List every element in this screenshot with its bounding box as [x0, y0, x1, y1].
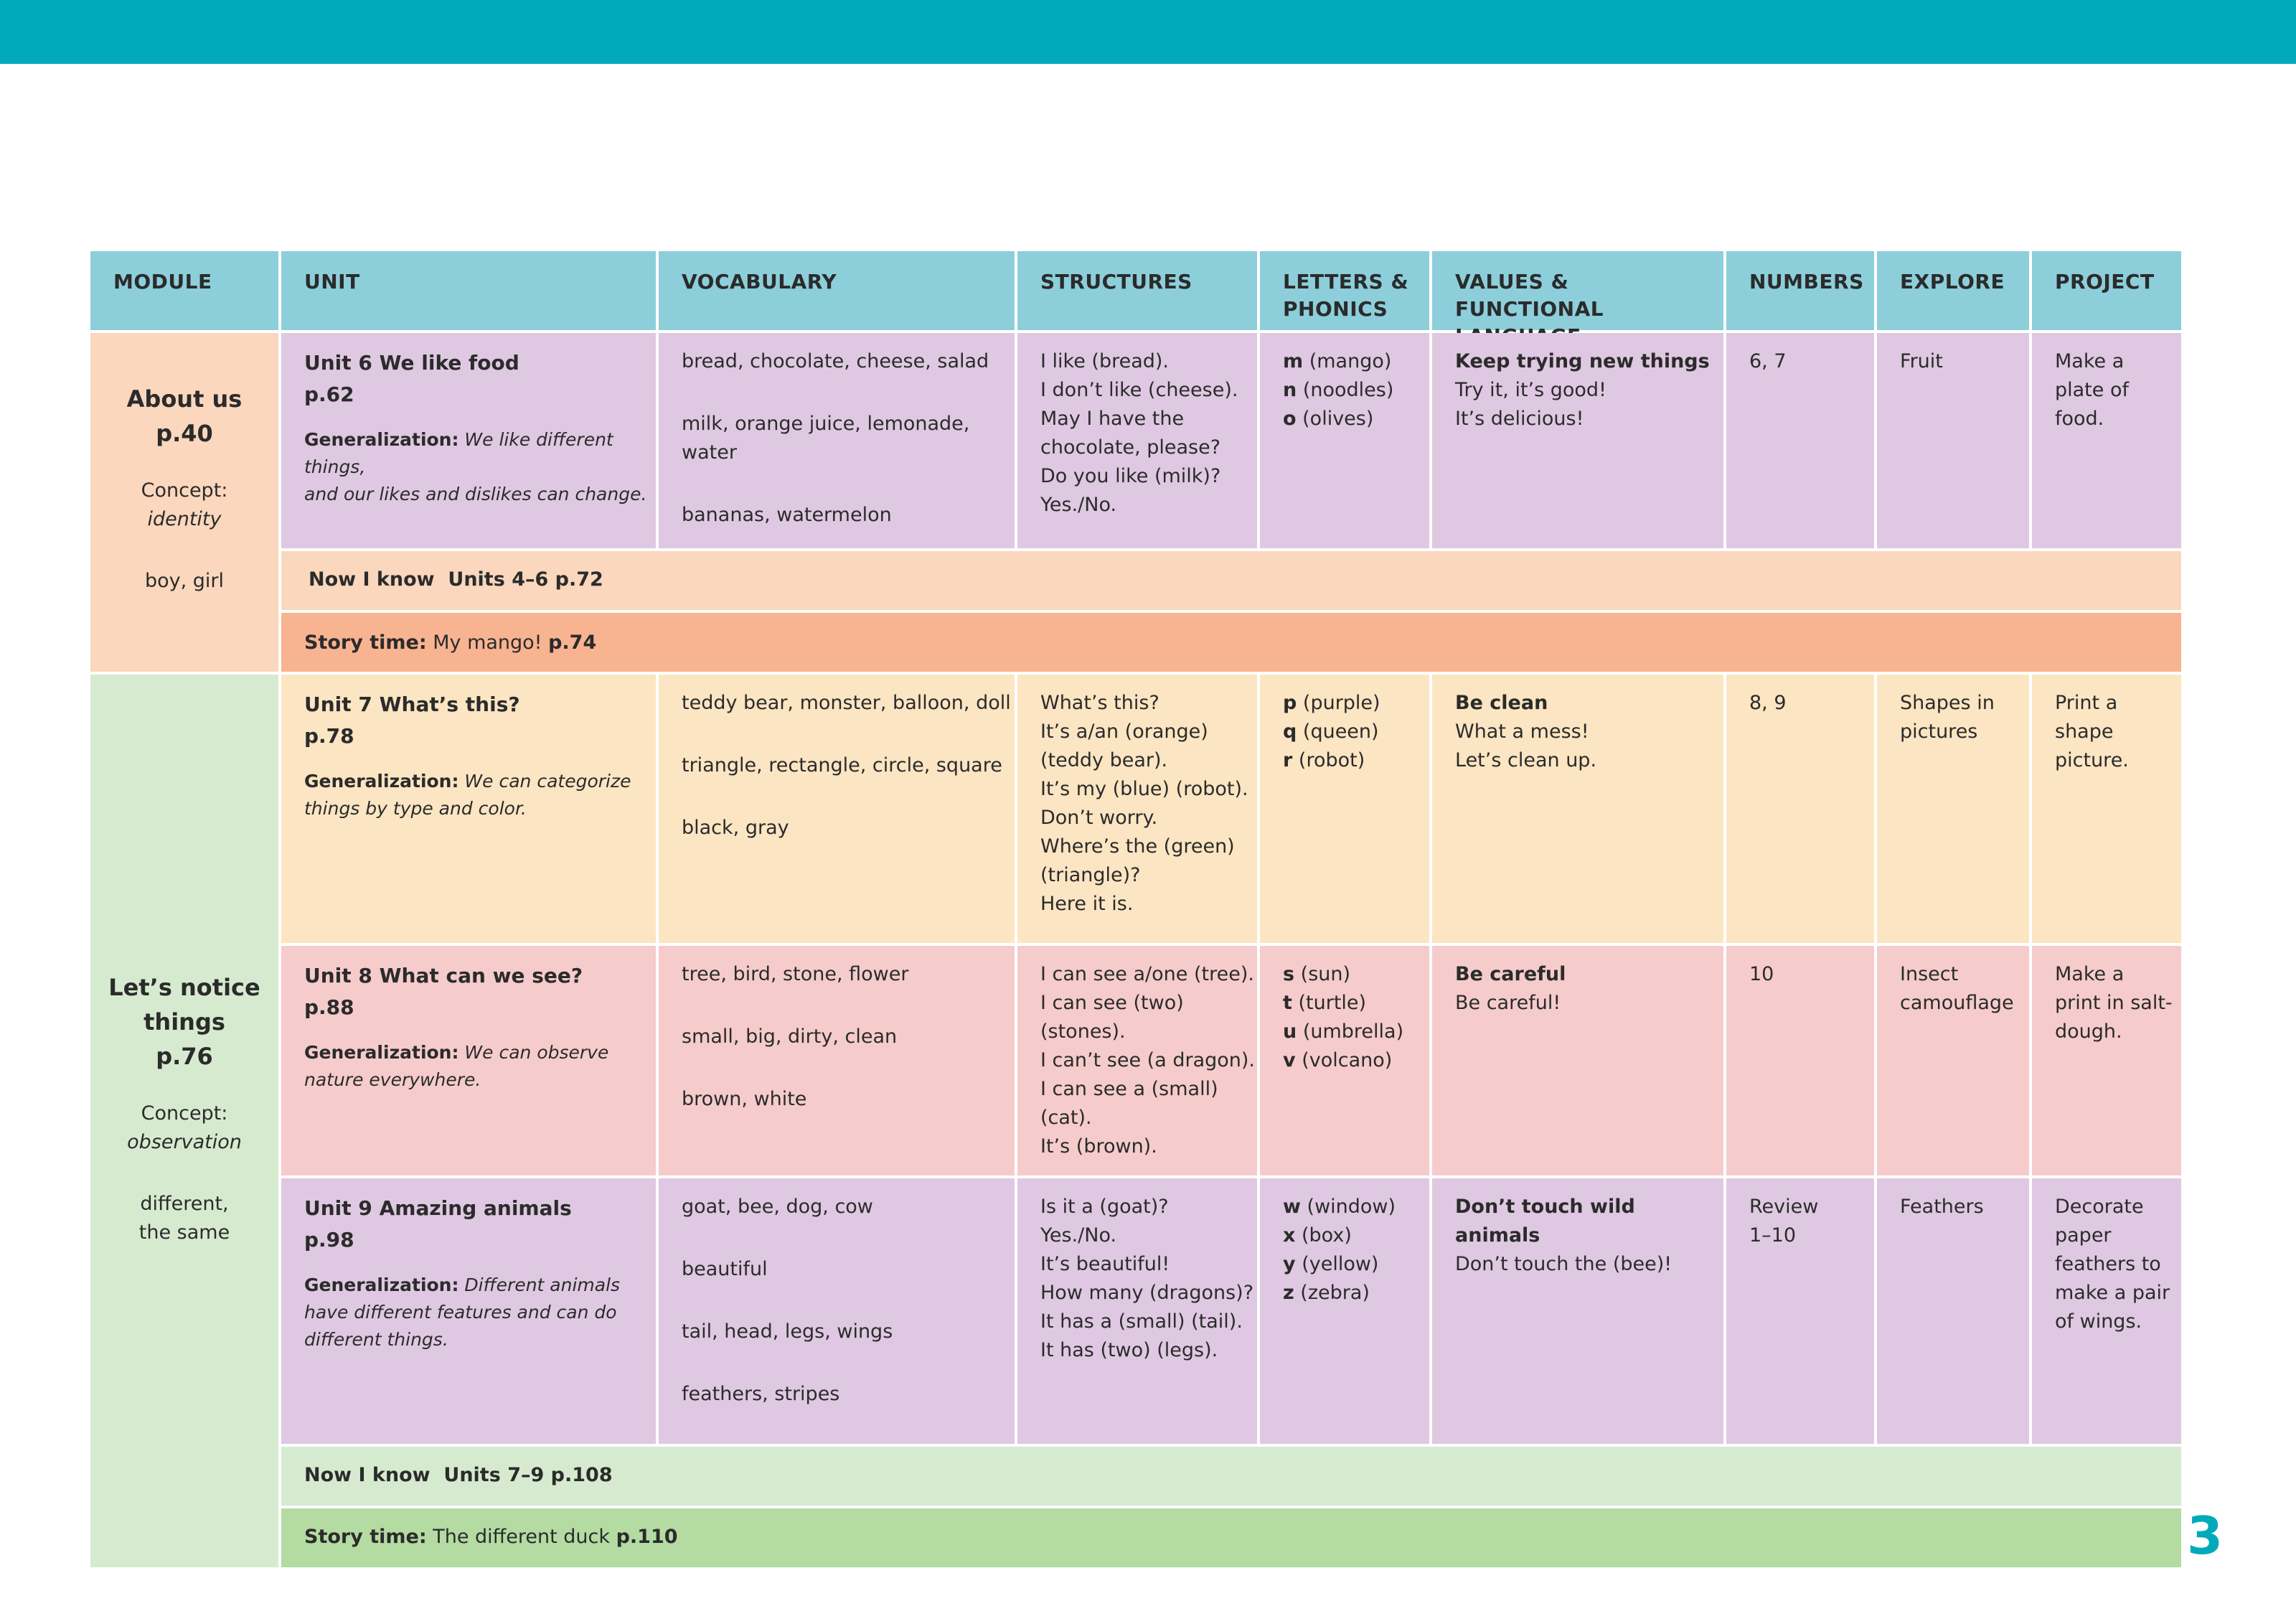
unit-row-unit-cell: [281, 946, 656, 1175]
module-title-continued: things: [144, 1008, 225, 1036]
module-concept: observation: [127, 1131, 242, 1153]
header-structures: [1017, 251, 1257, 330]
story-time-title: The different duck: [426, 1526, 616, 1548]
unit-row-values-cell: [1432, 946, 1723, 1175]
structure-line: Yes./No.: [1040, 494, 1117, 516]
phonics-letter: z: [1283, 1282, 1294, 1304]
phonics-word: (queen): [1297, 721, 1379, 743]
functional-language-line: Don’t touch the (bee)!: [1455, 1253, 1672, 1275]
functional-language-line: Be careful!: [1455, 992, 1561, 1014]
module-lets-notice-things: [90, 675, 278, 1567]
structure-line: (teddy bear).: [1040, 749, 1168, 771]
vocabulary-line: tail, head, legs, wings: [682, 1320, 893, 1343]
phonics-item: [1283, 746, 1429, 775]
structure-line: Do you like (milk)?: [1040, 465, 1221, 487]
value-title: Keep trying new things: [1455, 350, 1710, 372]
unit-row-project-cell: [2032, 946, 2181, 1175]
project-line: Make a: [2055, 350, 2125, 372]
unit-title: Unit 7 What’s this?: [304, 693, 520, 716]
unit-page: p.62: [304, 382, 354, 406]
unit-title: Unit 6 We like food: [304, 351, 519, 375]
vocabulary-line: bread, chocolate, cheese, salad: [682, 350, 989, 372]
structure-line: chocolate, please?: [1040, 436, 1221, 459]
unit-row-vocab-cell: [659, 333, 1015, 548]
structure-line: I don’t like (cheese).: [1040, 379, 1238, 401]
explore-text: Feathers: [1900, 1196, 1984, 1218]
story-time-page: p.74: [548, 632, 597, 654]
explore-text: Fruit: [1900, 350, 1943, 372]
phonics-letter: r: [1283, 749, 1293, 771]
phonics-letter: w: [1283, 1196, 1301, 1218]
structure-line: I like (bread).: [1040, 350, 1170, 372]
structure-line: It has (two) (legs).: [1040, 1339, 1218, 1361]
explore-text-line-2: pictures: [1900, 721, 1978, 743]
unit-row-struct-cell: [1017, 675, 1257, 943]
unit-generalization: [304, 768, 656, 822]
header-module-label: MODULE: [113, 270, 212, 294]
project-line: dough.: [2055, 1020, 2122, 1043]
now-i-know-units: Units 7–9 p.108: [430, 1464, 613, 1486]
header-project: [2032, 251, 2181, 330]
phonics-letter: v: [1283, 1049, 1296, 1071]
generalization-text: Different animals: [458, 1275, 621, 1295]
numbers-text: 6, 7: [1749, 350, 1787, 372]
project-line: food.: [2055, 408, 2104, 430]
vocabulary-line: milk, orange juice, lemonade, water: [682, 413, 970, 464]
phonics-word: (box): [1295, 1224, 1352, 1247]
unit-generalization: [304, 1039, 656, 1094]
header-numbers-label: NUMBERS: [1749, 270, 1864, 294]
header-numbers: [1726, 251, 1874, 330]
structure-line: May I have the: [1040, 408, 1185, 430]
now-i-know-band: [281, 1447, 2181, 1506]
structure-line: I can’t see (a dragon).: [1040, 1049, 1256, 1071]
explore-text: Insect: [1900, 963, 1959, 985]
story-time-label: Story time:: [304, 1526, 427, 1548]
unit-row-explore-cell: [1877, 946, 2029, 1175]
explore-text-line-2: camouflage: [1900, 992, 2014, 1014]
unit-row-project-cell: [2032, 333, 2181, 548]
module-words: boy, girl: [144, 570, 225, 592]
generalization-text-line-2: things by type and color.: [304, 798, 527, 819]
project-line: Decorate: [2055, 1196, 2144, 1218]
module-concept: identity: [147, 508, 222, 530]
phonics-letter: x: [1283, 1224, 1296, 1247]
module-page: p.76: [156, 1043, 213, 1070]
vocabulary-line: bananas, watermelon: [682, 504, 892, 526]
unit-row-unit-cell: [281, 333, 656, 548]
phonics-word: (yellow): [1295, 1253, 1379, 1275]
structure-line: It has a (small) (tail).: [1040, 1310, 1243, 1333]
now-i-know-label: Now I know: [309, 568, 435, 591]
phonics-letter: y: [1283, 1253, 1296, 1275]
unit-row-explore-cell: [1877, 1178, 2029, 1444]
now-i-know-label: Now I know: [304, 1464, 430, 1486]
phonics-item: [1283, 1250, 1429, 1279]
header-vocabulary-label: VOCABULARY: [682, 270, 837, 294]
unit-row-numbers-cell: [1726, 675, 1874, 943]
structure-line: It’s beautiful!: [1040, 1253, 1170, 1275]
now-i-know-units: Units 4–6 p.72: [434, 568, 603, 591]
structure-line: It’s (brown).: [1040, 1135, 1157, 1158]
unit-row-phonics-cell: [1260, 675, 1429, 943]
phonics-item: [1283, 1193, 1429, 1221]
project-line: of wings.: [2055, 1310, 2142, 1333]
unit-row-struct-cell: [1017, 333, 1257, 548]
module-page: p.40: [156, 420, 213, 447]
vocabulary-line: teddy bear, monster, balloon, doll: [682, 692, 1011, 714]
numbers-text: 10: [1749, 963, 1774, 985]
vocabulary-line: small, big, dirty, clean: [682, 1025, 898, 1048]
unit-title: Unit 8 What can we see?: [304, 964, 583, 987]
header-unit-label: UNIT: [304, 270, 360, 294]
generalization-label: Generalization:: [304, 771, 459, 792]
vocabulary-line: black, gray: [682, 817, 789, 839]
structure-line: Where’s the (green): [1040, 835, 1235, 858]
project-line: shape: [2055, 721, 2114, 743]
unit-row-explore-cell: [1877, 333, 2029, 548]
header-vocabulary: [659, 251, 1015, 330]
module-words: different,: [140, 1193, 229, 1215]
unit-row-values-cell: [1432, 333, 1723, 548]
phonics-item: [1283, 718, 1429, 746]
project-line: print in salt-: [2055, 992, 2173, 1014]
structure-line: Here it is.: [1040, 893, 1134, 915]
page-number: 3: [2187, 1506, 2224, 1566]
structure-line: I can see a/one (tree).: [1040, 963, 1254, 985]
story-time-title: My mango!: [426, 632, 549, 654]
unit-row-phonics-cell: [1260, 333, 1429, 548]
value-title: Be careful: [1455, 963, 1566, 985]
phonics-item: [1283, 989, 1429, 1018]
generalization-text-line-2: have different features and can do: [304, 1302, 617, 1323]
unit-row-unit-cell: [281, 1178, 656, 1444]
phonics-word: (purple): [1297, 692, 1380, 714]
phonics-word: (zebra): [1294, 1282, 1370, 1304]
generalization-label: Generalization:: [304, 1042, 459, 1063]
structure-line: Don’t worry.: [1040, 807, 1158, 829]
phonics-item: [1283, 1221, 1429, 1250]
functional-language-line: It’s delicious!: [1455, 408, 1584, 430]
unit-row-numbers-cell: [1726, 1178, 1874, 1444]
phonics-word: (window): [1300, 1196, 1396, 1218]
header-project-label: PROJECT: [2055, 270, 2155, 294]
unit-page: p.78: [304, 724, 354, 748]
module-words-continued: the same: [138, 1221, 230, 1244]
generalization-text: We can observe: [458, 1042, 609, 1063]
unit-title: Unit 9 Amazing animals: [304, 1196, 572, 1220]
module-title: Let’s notice: [108, 974, 260, 1001]
unit-page: p.88: [304, 995, 354, 1019]
unit-row-values-cell: [1432, 1178, 1723, 1444]
generalization-label: Generalization:: [304, 1275, 459, 1295]
vocabulary-line: brown, white: [682, 1088, 807, 1110]
phonics-letter: u: [1283, 1020, 1297, 1043]
phonics-item: [1283, 347, 1429, 376]
story-time-label: Story time:: [304, 632, 427, 654]
unit-row-vocab-cell: [659, 1178, 1015, 1444]
vocabulary-line: goat, bee, dog, cow: [682, 1196, 873, 1218]
header-letters-phonics: [1260, 251, 1429, 330]
phonics-word: (sun): [1294, 963, 1351, 985]
unit-row-unit-cell: [281, 675, 656, 943]
functional-language-line: What a mess!: [1455, 721, 1589, 743]
story-time-band: [281, 613, 2181, 672]
unit-row-explore-cell: [1877, 675, 2029, 943]
module-concept-label: Concept:: [141, 1102, 228, 1125]
numbers-text-line-2: 1–10: [1749, 1224, 1797, 1247]
now-i-know-band: [281, 551, 2181, 610]
phonics-item: [1283, 1046, 1429, 1075]
project-line: picture.: [2055, 749, 2129, 771]
unit-row-vocab-cell: [659, 946, 1015, 1175]
unit-row-project-cell: [2032, 1178, 2181, 1444]
generalization-text: We like different things,: [304, 429, 613, 477]
phonics-letter: t: [1283, 992, 1292, 1014]
phonics-letter: m: [1283, 350, 1304, 372]
unit-row-struct-cell: [1017, 946, 1257, 1175]
generalization-text-line-2: and our likes and dislikes can change.: [304, 484, 647, 504]
vocabulary-line: triangle, rectangle, circle, square: [682, 754, 1002, 776]
unit-row-numbers-cell: [1726, 946, 1874, 1175]
generalization-label: Generalization:: [304, 429, 459, 450]
header-explore: [1877, 251, 2029, 330]
phonics-item: [1283, 1018, 1429, 1046]
generalization-text-line-3: different things.: [304, 1329, 448, 1350]
phonics-letter: q: [1283, 721, 1297, 743]
unit-row-vocab-cell: [659, 675, 1015, 943]
story-time-band: [281, 1508, 2181, 1567]
phonics-word: (robot): [1292, 749, 1365, 771]
phonics-letter: p: [1283, 692, 1297, 714]
header-structures-label: STRUCTURES: [1040, 270, 1192, 294]
phonics-item: [1283, 960, 1429, 989]
phonics-word: (olives): [1296, 408, 1374, 430]
header-phonics-label: PHONICS: [1283, 297, 1388, 321]
project-line: Print a: [2055, 692, 2118, 714]
phonics-letter: n: [1283, 379, 1297, 401]
phonics-word: (volcano): [1295, 1049, 1393, 1071]
phonics-item: [1283, 376, 1429, 405]
phonics-item: [1283, 405, 1429, 433]
generalization-text-line-2: nature everywhere.: [304, 1069, 481, 1090]
phonics-word: (turtle): [1292, 992, 1367, 1014]
project-line: feathers to: [2055, 1253, 2161, 1275]
phonics-word: (noodles): [1297, 379, 1394, 401]
unit-row-project-cell: [2032, 675, 2181, 943]
header-module: [90, 251, 278, 330]
structure-line: I can see a (small) (cat).: [1040, 1078, 1218, 1129]
functional-language-line: Try it, it’s good!: [1455, 379, 1606, 401]
phonics-item: [1283, 689, 1429, 718]
structure-line: Is it a (goat)?: [1040, 1196, 1169, 1218]
structure-line: It’s my (blue) (robot).: [1040, 778, 1248, 800]
project-line: paper: [2055, 1224, 2112, 1247]
module-concept-label: Concept:: [141, 479, 228, 502]
phonics-letter: o: [1283, 408, 1297, 430]
explore-text: Shapes in: [1900, 692, 1995, 714]
structure-line: What’s this?: [1040, 692, 1159, 714]
structure-line: It’s a/an (orange): [1040, 721, 1208, 743]
project-line: plate of: [2055, 379, 2129, 401]
header-values-label: VALUES & FUNCTIONAL: [1455, 270, 1604, 321]
numbers-text: 8, 9: [1749, 692, 1787, 714]
unit-generalization: [304, 1272, 656, 1353]
header-unit: [281, 251, 656, 330]
numbers-text: Review: [1749, 1196, 1819, 1218]
structure-line: (triangle)?: [1040, 864, 1141, 886]
value-title: Be clean: [1455, 692, 1548, 714]
functional-language-line: Let’s clean up.: [1455, 749, 1597, 771]
unit-page: p.98: [304, 1228, 354, 1252]
story-time-page: p.110: [616, 1526, 678, 1548]
structure-line: How many (dragons)?: [1040, 1282, 1254, 1304]
top-accent-band: [0, 0, 2296, 64]
unit-row-phonics-cell: [1260, 1178, 1429, 1444]
unit-row-struct-cell: [1017, 1178, 1257, 1444]
unit-row-values-cell: [1432, 675, 1723, 943]
module-about-us: [90, 333, 278, 672]
structure-line: Yes./No.: [1040, 1224, 1117, 1247]
project-line: make a pair: [2055, 1282, 2170, 1304]
phonics-item: [1283, 1279, 1429, 1308]
vocabulary-line: feathers, stripes: [682, 1383, 840, 1405]
header-letters-label: LETTERS &: [1283, 270, 1409, 294]
generalization-text: We can categorize: [458, 771, 631, 792]
vocabulary-line: tree, bird, stone, flower: [682, 963, 909, 985]
project-line: Make a: [2055, 963, 2125, 985]
phonics-letter: s: [1283, 963, 1295, 985]
header-values: [1432, 251, 1723, 330]
structure-line: I can see (two) (stones).: [1040, 992, 1184, 1043]
value-title: Don’t touch wild animals: [1455, 1196, 1635, 1247]
unit-row-numbers-cell: [1726, 333, 1874, 548]
phonics-word: (umbrella): [1297, 1020, 1404, 1043]
header-explore-label: EXPLORE: [1900, 270, 2005, 294]
module-title: About us: [126, 385, 243, 413]
phonics-word: (mango): [1303, 350, 1392, 372]
vocabulary-line: beautiful: [682, 1258, 768, 1280]
unit-generalization: [304, 426, 656, 508]
unit-row-phonics-cell: [1260, 946, 1429, 1175]
